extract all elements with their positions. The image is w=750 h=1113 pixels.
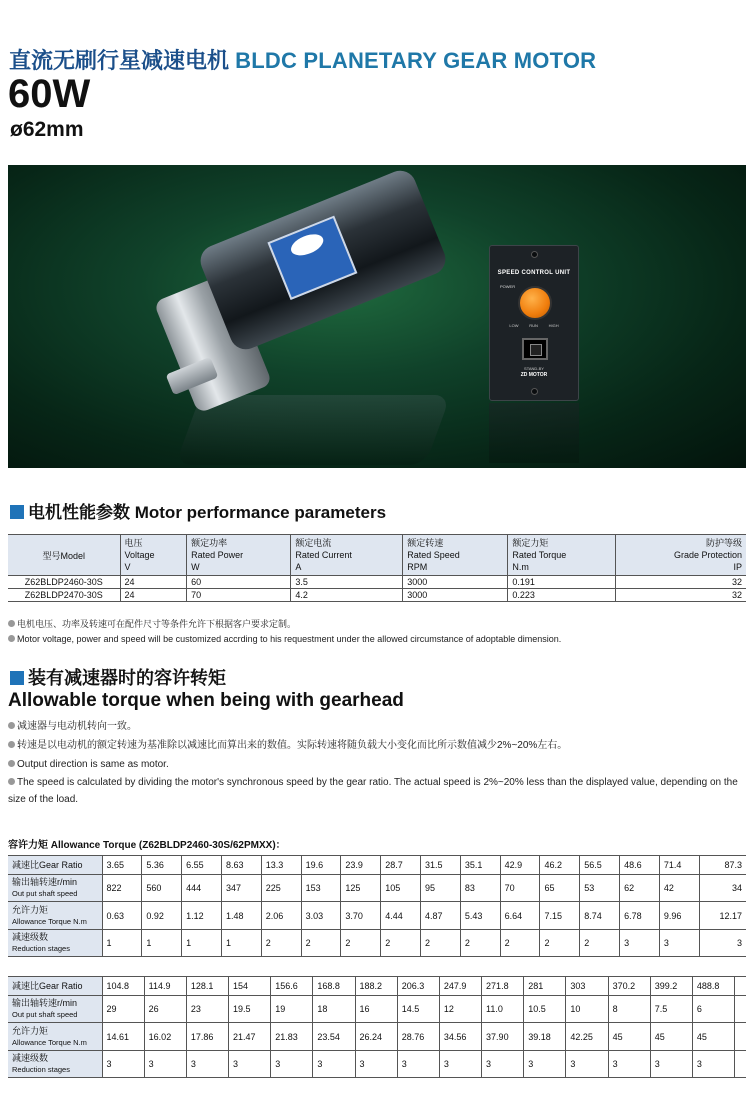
table-cell: 62 bbox=[620, 875, 660, 902]
title-cn: 直流无刷行星减速电机 bbox=[9, 48, 230, 73]
bullet-text: 转速是以电动机的额定转速为基准除以减速比而算出来的数值。实际转速将随负载大小变化而比所示数值减少2%~20%左右。 bbox=[17, 740, 568, 751]
table-cell: 39.18 bbox=[524, 1023, 566, 1051]
row-header-cn: 允许力矩 bbox=[12, 904, 49, 915]
table-cell: 3 bbox=[650, 1051, 692, 1078]
allowable-bullet-1 bbox=[8, 718, 748, 735]
performance-header-row bbox=[8, 535, 746, 576]
brand-logo-icon bbox=[288, 230, 326, 259]
column-header bbox=[403, 535, 508, 576]
table-row bbox=[8, 977, 746, 996]
table-cell: 23.54 bbox=[313, 1023, 355, 1051]
table-cell: 3 bbox=[313, 1051, 355, 1078]
column-header bbox=[8, 535, 120, 576]
table-cell: 13.3 bbox=[261, 856, 301, 875]
table-cell bbox=[735, 1023, 746, 1051]
table-cell: 281 bbox=[524, 977, 566, 996]
model-cell: Z62BLDP2460-30S bbox=[8, 576, 120, 589]
table-cell: 12.17 bbox=[699, 902, 746, 930]
table-cell: 42.9 bbox=[500, 856, 540, 875]
table-cell: 8 bbox=[608, 996, 650, 1023]
product-photo bbox=[8, 165, 746, 468]
table-cell: 1.48 bbox=[221, 902, 261, 930]
table-cell: 70 bbox=[500, 875, 540, 902]
power-rating: 60W bbox=[8, 72, 91, 116]
table-cell: 26.24 bbox=[355, 1023, 397, 1051]
table-cell: 9.96 bbox=[659, 902, 699, 930]
column-header-en: Rated Current bbox=[295, 550, 352, 560]
column-header bbox=[615, 535, 746, 576]
row-header-en: Out put shaft speed bbox=[12, 1010, 78, 1019]
knob-run-label: RUN bbox=[529, 323, 538, 328]
table-cell: 3 bbox=[439, 1051, 481, 1078]
table-cell: 3 bbox=[355, 1051, 397, 1078]
column-header-unit: RPM bbox=[407, 562, 428, 572]
control-power-label: POWER bbox=[500, 284, 516, 289]
table-cell: 3.03 bbox=[301, 902, 341, 930]
table-cell: 444 bbox=[182, 875, 222, 902]
row-header-en: Reduction stages bbox=[12, 944, 70, 953]
value-cell: 3000 bbox=[403, 589, 508, 602]
row-header bbox=[8, 930, 102, 957]
performance-heading bbox=[10, 498, 386, 523]
table-cell: 16 bbox=[355, 996, 397, 1023]
table-cell: 0.92 bbox=[142, 902, 182, 930]
column-header-unit: V bbox=[124, 562, 131, 572]
table-cell: 156.6 bbox=[271, 977, 313, 996]
table-cell: 3 bbox=[482, 1051, 524, 1078]
bullet-icon bbox=[8, 741, 15, 748]
table-cell: 21.47 bbox=[229, 1023, 271, 1051]
column-header-cn: 防护等级 bbox=[705, 538, 742, 548]
table-cell: 3 bbox=[186, 1051, 228, 1078]
table-cell: 21.83 bbox=[271, 1023, 313, 1051]
value-cell: 32 bbox=[615, 576, 746, 589]
table-cell: 28.76 bbox=[397, 1023, 439, 1051]
table-cell bbox=[735, 977, 746, 996]
table-cell: 3.70 bbox=[341, 902, 381, 930]
knob-low-label: LOW bbox=[509, 323, 519, 328]
table-cell: 18 bbox=[313, 996, 355, 1023]
bullet-text: Output direction is same as motor. bbox=[17, 759, 169, 770]
table-cell: 3 bbox=[566, 1051, 608, 1078]
bullet-icon bbox=[8, 778, 15, 785]
allowable-heading-cn bbox=[10, 664, 226, 690]
table-cell: 83 bbox=[460, 875, 500, 902]
diameter-spec: ø62mm bbox=[10, 118, 84, 141]
value-cell: 3.5 bbox=[291, 576, 403, 589]
table-cell: 1 bbox=[142, 930, 182, 957]
column-header-cn: 电压 bbox=[124, 538, 143, 548]
table-cell: 822 bbox=[102, 875, 142, 902]
value-cell: 4.2 bbox=[291, 589, 403, 602]
column-header-cn: 额定力矩 bbox=[512, 538, 549, 548]
speed-control-unit bbox=[489, 245, 579, 401]
column-header-unit: IP bbox=[733, 562, 742, 572]
table-row bbox=[8, 930, 746, 957]
table-cell: 8.63 bbox=[221, 856, 261, 875]
mount-hole-icon bbox=[531, 251, 538, 258]
table-cell: 6 bbox=[692, 996, 734, 1023]
table-cell: 3 bbox=[699, 930, 746, 957]
table-cell: 4.44 bbox=[381, 902, 421, 930]
table-cell: 247.9 bbox=[439, 977, 481, 996]
motor-nameplate bbox=[267, 216, 357, 300]
table-cell: 23.9 bbox=[341, 856, 381, 875]
allowable-heading-en: Allowable torque when being with gearhead bbox=[8, 690, 404, 711]
value-cell: 0.191 bbox=[508, 576, 615, 589]
note-en-text: Motor voltage, power and speed will be customized accrding to his requestment under the allowed circumstance of adoptable dimension. bbox=[17, 634, 562, 644]
table-cell: 23 bbox=[186, 996, 228, 1023]
table-cell: 2 bbox=[341, 930, 381, 957]
table-cell: 2 bbox=[261, 930, 301, 957]
knob-high-label: HIGH bbox=[548, 323, 559, 328]
value-cell: 32 bbox=[615, 589, 746, 602]
table-cell: 6.55 bbox=[182, 856, 222, 875]
allowable-bullet-3 bbox=[8, 756, 748, 773]
table-cell: 19 bbox=[271, 996, 313, 1023]
mount-hole-icon bbox=[531, 388, 538, 395]
column-header-en: Rated Torque bbox=[512, 550, 567, 560]
bullet-icon bbox=[8, 760, 15, 767]
table-cell: 4.87 bbox=[421, 902, 461, 930]
table-row bbox=[8, 1051, 746, 1078]
table-cell: 2 bbox=[580, 930, 620, 957]
row-header-en: Reduction stages bbox=[12, 1065, 70, 1074]
table-cell bbox=[735, 1051, 746, 1078]
table-cell: 3 bbox=[659, 930, 699, 957]
performance-table bbox=[8, 534, 746, 602]
bullet-icon bbox=[8, 635, 15, 642]
row-header bbox=[8, 1023, 102, 1051]
column-header-en: Rated Power bbox=[191, 550, 244, 560]
table-cell: 560 bbox=[142, 875, 182, 902]
table-cell: 1 bbox=[182, 930, 222, 957]
table-row bbox=[8, 589, 746, 602]
table-cell: 114.9 bbox=[144, 977, 186, 996]
performance-note-en bbox=[8, 634, 561, 644]
table-cell: 65 bbox=[540, 875, 580, 902]
table-row bbox=[8, 856, 746, 875]
table-cell: 399.2 bbox=[650, 977, 692, 996]
row-header-cn: 允许力矩 bbox=[12, 1025, 49, 1036]
value-cell: 60 bbox=[187, 576, 291, 589]
table-cell: 10 bbox=[566, 996, 608, 1023]
table-cell: 95 bbox=[421, 875, 461, 902]
column-header-unit: N.m bbox=[512, 562, 529, 572]
table-cell: 46.2 bbox=[540, 856, 580, 875]
table-cell: 3 bbox=[144, 1051, 186, 1078]
column-header bbox=[508, 535, 615, 576]
table-cell: 37.90 bbox=[482, 1023, 524, 1051]
table-row bbox=[8, 1023, 746, 1051]
row-header bbox=[8, 996, 102, 1023]
page-title bbox=[9, 44, 596, 75]
value-cell: 3000 bbox=[403, 576, 508, 589]
torque-table-2 bbox=[8, 976, 746, 1078]
table-cell: 16.02 bbox=[144, 1023, 186, 1051]
row-header-cn: 减速比Gear Ratio bbox=[12, 980, 83, 991]
table-cell: 10.5 bbox=[524, 996, 566, 1023]
motor-body-image bbox=[196, 166, 450, 354]
column-header-en: Rated Speed bbox=[407, 550, 460, 560]
torque-table-1 bbox=[8, 855, 746, 957]
knob-scale bbox=[490, 323, 578, 328]
table-cell: 2 bbox=[540, 930, 580, 957]
table-cell: 19.5 bbox=[229, 996, 271, 1023]
table-cell: 2 bbox=[301, 930, 341, 957]
table-cell: 1 bbox=[221, 930, 261, 957]
table-cell: 45 bbox=[650, 1023, 692, 1051]
table-cell: 5.43 bbox=[460, 902, 500, 930]
table-cell: 11.0 bbox=[482, 996, 524, 1023]
table-cell: 26 bbox=[144, 996, 186, 1023]
table-cell: 347 bbox=[221, 875, 261, 902]
table-cell: 45 bbox=[692, 1023, 734, 1051]
table-row bbox=[8, 996, 746, 1023]
table-cell: 303 bbox=[566, 977, 608, 996]
table-cell: 34.56 bbox=[439, 1023, 481, 1051]
table-cell: 35.1 bbox=[460, 856, 500, 875]
bullet-icon bbox=[8, 620, 15, 627]
column-header-cn: 额定电流 bbox=[295, 538, 332, 548]
table-cell: 34 bbox=[699, 875, 746, 902]
table-cell: 7.5 bbox=[650, 996, 692, 1023]
column-header bbox=[187, 535, 291, 576]
table-cell: 17.86 bbox=[186, 1023, 228, 1051]
title-en: BLDC PLANETARY GEAR MOTOR bbox=[235, 48, 597, 73]
table-cell: 3 bbox=[692, 1051, 734, 1078]
allowable-heading-cn-text: 装有减速器时的容许转矩 bbox=[28, 668, 226, 688]
table-cell: 12 bbox=[439, 996, 481, 1023]
row-header-cn: 输出轴转速r/min bbox=[12, 877, 77, 887]
table-cell: 71.4 bbox=[659, 856, 699, 875]
column-header-en: Voltage bbox=[124, 550, 155, 560]
table-cell: 2 bbox=[381, 930, 421, 957]
table-row bbox=[8, 902, 746, 930]
value-cell: 70 bbox=[187, 589, 291, 602]
table-cell: 2 bbox=[421, 930, 461, 957]
table-cell: 6.78 bbox=[620, 902, 660, 930]
bullet-text: The speed is calculated by dividing the motor's synchronous speed by the gear ratio. The actual speed is 2%~20% less than the displayed value, depending on the size of the load. bbox=[8, 777, 738, 805]
table-cell: 104.8 bbox=[102, 977, 144, 996]
table-cell: 0.63 bbox=[102, 902, 142, 930]
row-header bbox=[8, 902, 102, 930]
table-cell: 2 bbox=[500, 930, 540, 957]
standby-label: STAND-BY bbox=[524, 366, 544, 371]
performance-note-cn bbox=[8, 617, 296, 630]
section-square-icon bbox=[10, 505, 24, 519]
table-cell: 3 bbox=[229, 1051, 271, 1078]
table-row bbox=[8, 576, 746, 589]
table-cell: 168.8 bbox=[313, 977, 355, 996]
column-header-cn: 额定功率 bbox=[191, 538, 228, 548]
table-cell: 370.2 bbox=[608, 977, 650, 996]
table-cell: 28.7 bbox=[381, 856, 421, 875]
table-cell: 56.5 bbox=[580, 856, 620, 875]
table-cell: 2.06 bbox=[261, 902, 301, 930]
row-header bbox=[8, 875, 102, 902]
value-cell: 0.223 bbox=[508, 589, 615, 602]
table-cell: 3 bbox=[608, 1051, 650, 1078]
column-header-en: Grade Protection bbox=[673, 550, 742, 560]
table-cell: 125 bbox=[341, 875, 381, 902]
allowable-bullet-4 bbox=[8, 774, 748, 808]
table-cell: 45 bbox=[608, 1023, 650, 1051]
row-header bbox=[8, 856, 102, 875]
table-cell: 19.6 bbox=[301, 856, 341, 875]
table-cell: 42 bbox=[659, 875, 699, 902]
table-cell: 3 bbox=[620, 930, 660, 957]
control-brand-label: ZD MOTOR bbox=[520, 372, 548, 378]
model-cell: Z62BLDP2470-30S bbox=[8, 589, 120, 602]
table-cell: 225 bbox=[261, 875, 301, 902]
row-header-cn: 减速级数 bbox=[12, 1053, 49, 1063]
row-header-en: Allowance Torque N.m bbox=[12, 1037, 87, 1047]
table-cell: 29 bbox=[102, 996, 144, 1023]
control-unit-reflection bbox=[489, 403, 579, 463]
table-cell: 8.74 bbox=[580, 902, 620, 930]
column-header-unit: W bbox=[191, 562, 200, 572]
table-cell: 154 bbox=[229, 977, 271, 996]
table-cell: 14.61 bbox=[102, 1023, 144, 1051]
table-cell: 3 bbox=[102, 1051, 144, 1078]
row-header bbox=[8, 1051, 102, 1078]
value-cell: 24 bbox=[120, 589, 187, 602]
table-cell: 7.15 bbox=[540, 902, 580, 930]
table-cell: 3 bbox=[397, 1051, 439, 1078]
row-header-cn: 减速比Gear Ratio bbox=[12, 859, 83, 870]
table-cell: 105 bbox=[381, 875, 421, 902]
table-cell: 53 bbox=[580, 875, 620, 902]
table-cell: 271.8 bbox=[482, 977, 524, 996]
table-cell: 5.36 bbox=[142, 856, 182, 875]
row-header-cn: 输出轴转速r/min bbox=[12, 998, 77, 1008]
table-cell: 14.5 bbox=[397, 996, 439, 1023]
control-unit-title: SPEED CONTROL UNIT bbox=[497, 270, 571, 276]
table-cell: 3.65 bbox=[102, 856, 142, 875]
bullet-text: 减速器与电动机转向一致。 bbox=[17, 721, 137, 732]
row-header-cn: 减速级数 bbox=[12, 932, 49, 942]
allowable-bullet-2 bbox=[8, 737, 748, 754]
table-cell: 2 bbox=[460, 930, 500, 957]
table-cell: 6.64 bbox=[500, 902, 540, 930]
torque-caption: 容许力矩 Allowance Torque (Z62BLDP2460-30S/62PMXX)： bbox=[8, 840, 286, 851]
value-cell: 24 bbox=[120, 576, 187, 589]
table-cell: 488.8 bbox=[692, 977, 734, 996]
column-header-cn: 型号Model bbox=[42, 551, 85, 561]
table-cell: 42.25 bbox=[566, 1023, 608, 1051]
table-row bbox=[8, 875, 746, 902]
column-header bbox=[291, 535, 403, 576]
row-header-en: Allowance Torque N.m bbox=[12, 916, 87, 926]
column-header-cn: 额定转速 bbox=[407, 538, 444, 548]
column-header-unit: A bbox=[295, 562, 302, 572]
table-cell: 3 bbox=[524, 1051, 566, 1078]
table-cell: 3 bbox=[271, 1051, 313, 1078]
rocker-switch-icon bbox=[522, 338, 548, 360]
table-cell: 87.3 bbox=[699, 856, 746, 875]
table-cell: 48.6 bbox=[620, 856, 660, 875]
table-cell: 188.2 bbox=[355, 977, 397, 996]
table-cell: 1 bbox=[102, 930, 142, 957]
column-header bbox=[120, 535, 187, 576]
table-cell bbox=[735, 996, 746, 1023]
table-cell: 206.3 bbox=[397, 977, 439, 996]
table-cell: 1.12 bbox=[182, 902, 222, 930]
table-cell: 128.1 bbox=[186, 977, 228, 996]
speed-knob-icon bbox=[518, 286, 552, 320]
table-cell: 153 bbox=[301, 875, 341, 902]
bullet-icon bbox=[8, 722, 15, 729]
note-cn-text: 电机电压、功率及转速可在配件尺寸等条件允许下根据客户要求定制。 bbox=[17, 619, 297, 629]
table-cell: 31.5 bbox=[421, 856, 461, 875]
row-header bbox=[8, 977, 102, 996]
row-header-en: Out put shaft speed bbox=[12, 889, 78, 898]
section-square-icon bbox=[10, 671, 24, 685]
performance-heading-text: 电机性能参数 Motor performance parameters bbox=[28, 503, 387, 522]
